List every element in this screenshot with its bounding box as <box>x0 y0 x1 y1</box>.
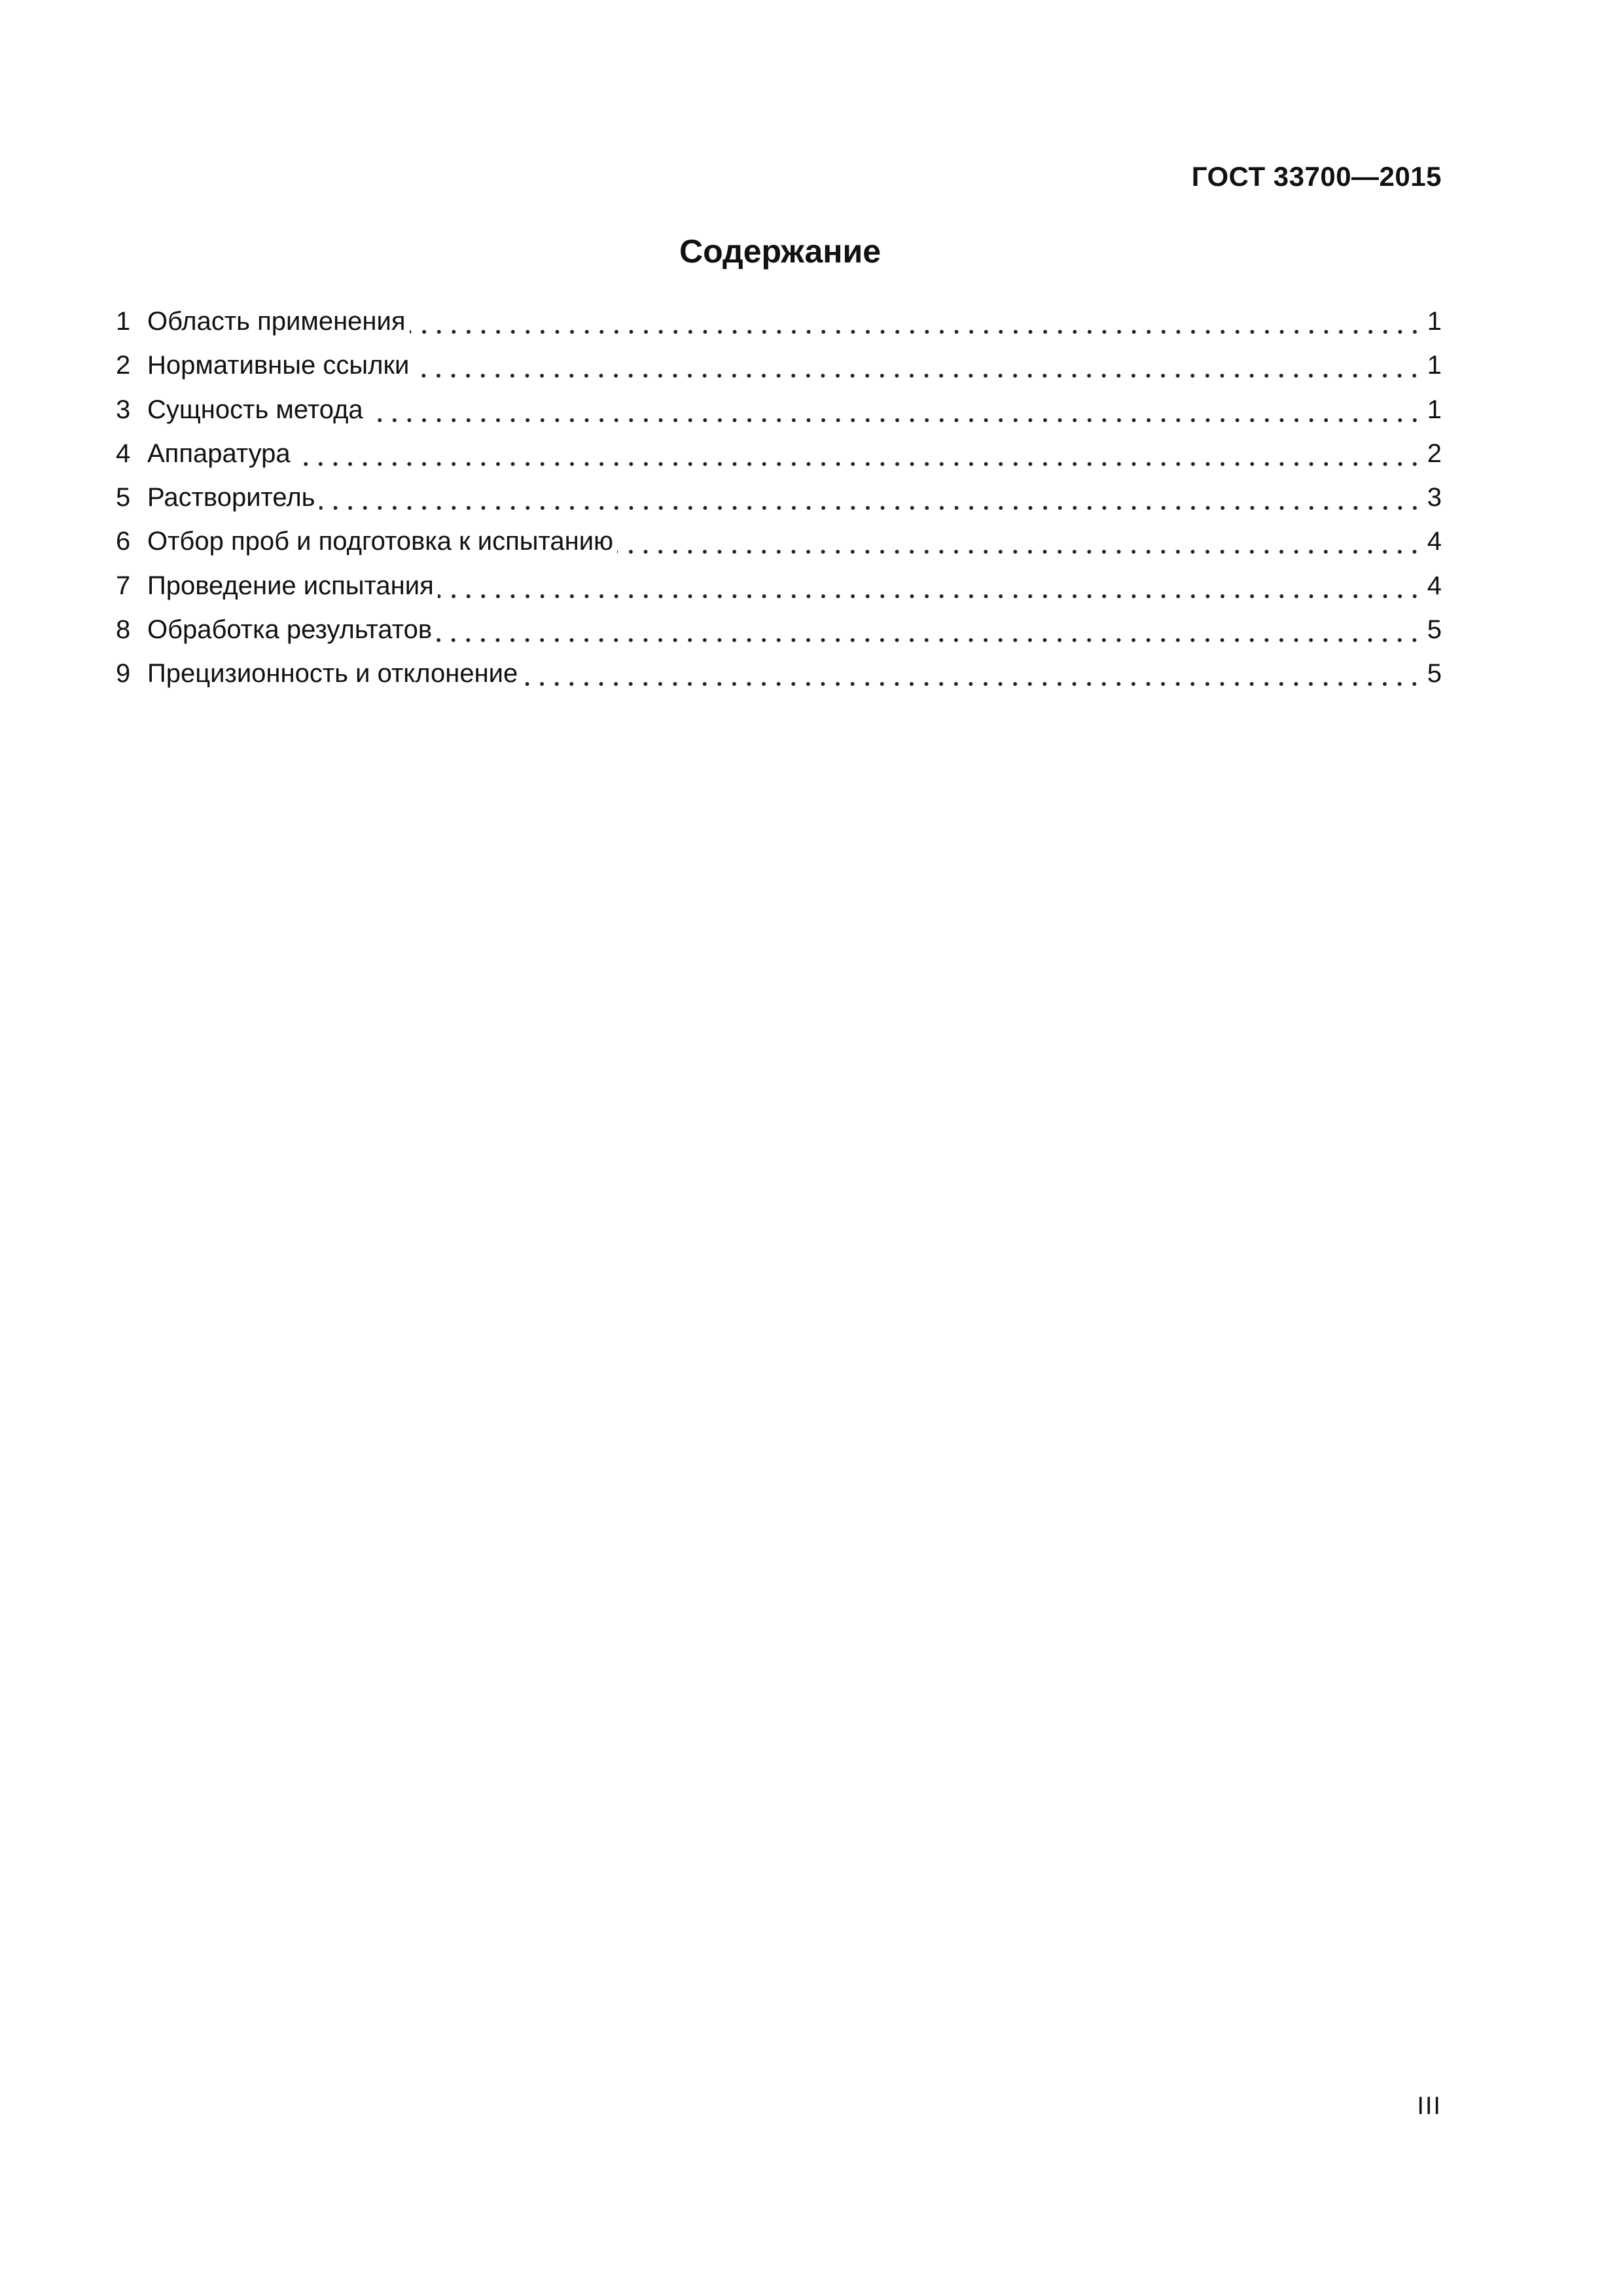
dot-leader <box>367 388 1422 432</box>
toc-entry[interactable] <box>116 652 1442 696</box>
toc-entry-number: 2 <box>116 351 131 380</box>
dot-leader <box>617 520 1422 564</box>
toc-entry[interactable] <box>116 344 1442 387</box>
toc-entry-number: 5 <box>116 483 131 512</box>
toc-entry-title: Проведение испытания <box>147 571 434 600</box>
toc-entry-title: Отбор проб и подготовка к испытанию <box>147 527 614 556</box>
toc-entry-page: 3 <box>1427 483 1442 512</box>
toc-entry[interactable] <box>116 476 1442 520</box>
toc-entry-number: 3 <box>116 395 131 424</box>
toc-entry-title: Аппаратура <box>147 439 291 468</box>
toc-entry-title: Область применения <box>147 307 406 336</box>
toc-title: Содержание <box>679 233 882 270</box>
toc-entry[interactable] <box>116 388 1442 432</box>
document-number: ГОСТ 33700—2015 <box>1191 161 1442 192</box>
toc-entry-page: 1 <box>1427 307 1442 336</box>
page-number: III <box>1417 2092 1442 2120</box>
toc-entry-number: 7 <box>116 571 131 600</box>
toc-entry[interactable] <box>116 608 1442 652</box>
toc-entry-title: Обработка результатов <box>147 615 433 645</box>
dot-leader <box>319 476 1422 520</box>
toc-entry-title: Растворитель <box>147 483 315 512</box>
toc-entry-title: Прецизионность и отклонение <box>147 659 518 689</box>
toc-entry-number: 1 <box>116 307 131 336</box>
toc-entry-page: 5 <box>1427 659 1442 689</box>
toc-entry-title: Сущность метода <box>147 395 363 424</box>
dot-leader <box>438 564 1422 608</box>
toc-entry-page: 4 <box>1427 571 1442 600</box>
toc-entry-number: 9 <box>116 659 131 689</box>
toc-entry-page: 1 <box>1427 351 1442 380</box>
toc-entry[interactable] <box>116 432 1442 476</box>
dot-leader <box>436 608 1422 652</box>
toc-entry-number: 4 <box>116 439 131 468</box>
toc-entry-title: Нормативные ссылки <box>147 351 410 380</box>
dot-leader <box>294 432 1422 476</box>
toc-entry[interactable] <box>116 564 1442 608</box>
dot-leader <box>522 652 1421 696</box>
toc-entry-number: 8 <box>116 615 131 645</box>
table-of-contents <box>116 300 1442 696</box>
dot-leader <box>413 344 1421 387</box>
toc-entry-page: 5 <box>1427 615 1442 645</box>
toc-entry[interactable] <box>116 520 1442 564</box>
toc-entry[interactable] <box>116 300 1442 344</box>
toc-entry-number: 6 <box>116 527 131 556</box>
dot-leader <box>410 300 1422 344</box>
toc-entry-page: 1 <box>1427 395 1442 424</box>
toc-entry-page: 2 <box>1427 439 1442 468</box>
toc-entry-page: 4 <box>1427 527 1442 556</box>
